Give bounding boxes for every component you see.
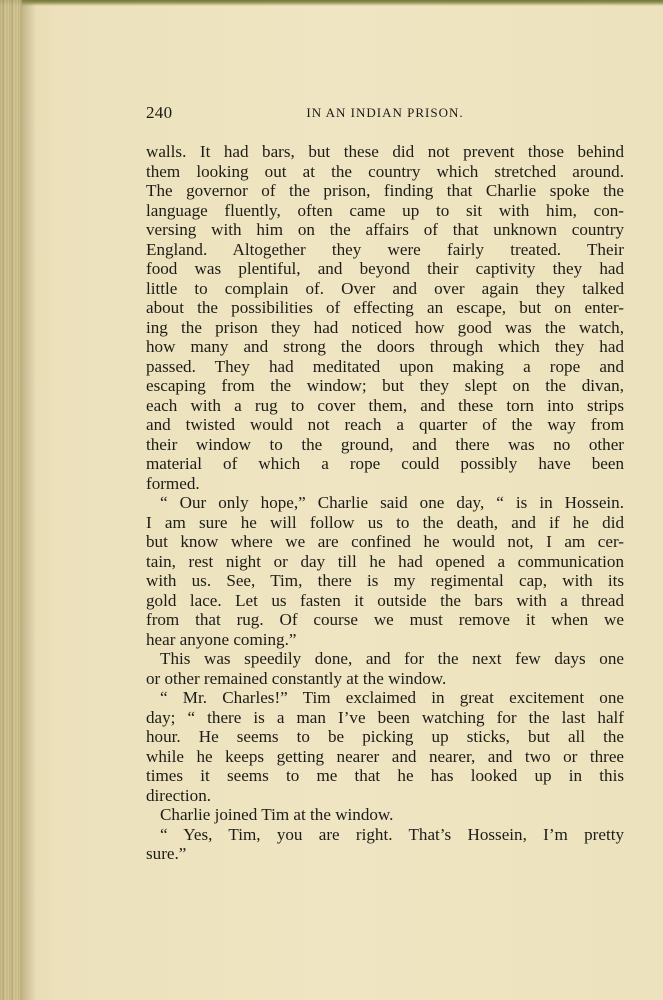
text-line: “ Our only hope,” Charlie said one day, “ is in Hossein.: [160, 493, 624, 512]
text-line: The governor of the prison, finding that Charlie spoke the: [146, 181, 624, 200]
text-line: walls. It had bars, but these did not prevent those behind: [146, 142, 624, 161]
body-text: [146, 142, 624, 864]
text-line: sure.”: [146, 844, 187, 863]
text-line: each with a rug to cover them, and these torn into strips: [146, 395, 624, 415]
text-line: them looking out at the country which stretched around.: [146, 161, 624, 181]
text-line: I am sure he will follow us to the death, and if he did: [146, 512, 624, 532]
text-line: hear anyone coming.”: [146, 629, 297, 649]
text-line: from that rug. Of course we must remove it when we: [146, 610, 624, 629]
book-gutter: [0, 0, 22, 1000]
text-line: their window to the ground, and there was no other: [146, 434, 624, 454]
text-line: hour. He seems to be picking up sticks, but all the: [146, 727, 624, 746]
text-line: how many and strong the doors through which they had: [146, 337, 624, 356]
text-line: direction.: [146, 785, 212, 805]
text-line: gold lace. Let us fasten it outside the bars with a thread: [146, 590, 624, 610]
text-line: “ Yes, Tim, you are right. That’s Hossein, I’m pretty: [160, 824, 624, 844]
gutter-shadow: [22, 0, 36, 1000]
text-line: formed.: [146, 473, 200, 493]
running-title: IN AN INDIAN PRISON.: [306, 105, 464, 120]
text-line: food was plentiful, and beyond their captivity they had: [146, 259, 624, 278]
text-line: tain, rest night or day till he had opened a communication: [146, 551, 624, 571]
text-line: passed. They had meditated upon making a rope and: [146, 356, 624, 376]
text-line: day; “ there is a man I’ve been watching for the last half: [146, 707, 624, 727]
text-line: “ Mr. Charles!” Tim exclaimed in great excitement one: [160, 688, 624, 707]
text-line: material of which a rope could possibly have been: [146, 454, 624, 473]
text-line: language fluently, often came up to sit with him, con-: [146, 200, 624, 220]
text-line: with us. See, Tim, there is my regimental cap, with its: [146, 571, 624, 590]
text-line: but know where we are confined he would not, I am cer-: [146, 532, 624, 551]
text-line: England. Altogether they were fairly treated. Their: [146, 239, 624, 259]
text-line: versing with him on the affairs of that unknown country: [146, 220, 624, 239]
text-line: ing the prison they had noticed how good was the watch,: [146, 317, 624, 337]
text-line: while he keeps getting nearer and nearer, and two or three: [146, 746, 624, 766]
text-line: about the possibilities of effecting an escape, but on enter-: [146, 298, 624, 317]
text-line: escaping from the window; but they slept on the divan,: [146, 376, 624, 395]
text-line: and twisted would not reach a quarter of the way from: [146, 415, 624, 434]
text-line: little to complain of. Over and over again they talked: [146, 278, 624, 298]
page-number: 240: [146, 103, 173, 122]
text-line: or other remained constantly at the window.: [146, 668, 447, 688]
page-top-edge: [0, 0, 663, 6]
text-line: This was speedily done, and for the next few days one: [160, 649, 624, 668]
text-line: times it seems to me that he has looked up in this: [146, 766, 624, 785]
text-line: Charlie joined Tim at the window.: [160, 805, 394, 824]
page-header: [146, 103, 624, 127]
